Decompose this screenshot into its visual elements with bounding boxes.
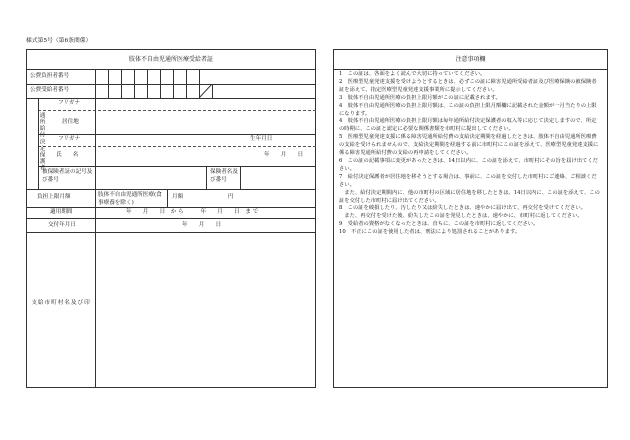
- insured-card-label: 被保険者証の記号及び番号: [42, 169, 93, 183]
- address-label: 居住地: [62, 119, 79, 125]
- rule: [26, 69, 316, 70]
- note-item: 3 肢体不自由児通所医療の負担上限月額がこの証に記載されます。: [339, 94, 501, 101]
- period-label: 適用期間: [50, 209, 73, 215]
- form-number-label: 様式第5号（第6条関係）: [26, 38, 92, 44]
- rule: [206, 166, 207, 189]
- note-item: 4 肢体不自由児通所医療の負担上限月額は、この証の負担上限月額欄に記載された金額が一月当たりの上限になります。: [339, 102, 597, 117]
- birthdate-label: 生年月日: [250, 136, 273, 142]
- note-item: 9 受給者の資格がなくなったときは、直ちに、この証を市町村に返してください。: [339, 221, 539, 228]
- note-item: また、給付決定期間内に、他の市町村の区域に居住地を移したときは、14日以内に、この証を添えて、この証を交付した市町村に届け出てください。: [339, 189, 600, 204]
- rule: [26, 189, 316, 190]
- rule: [38, 166, 316, 167]
- payer-number-label: 公費負担者番号: [30, 73, 70, 79]
- issue-date-label: 交付年月日: [48, 222, 76, 228]
- limit-sub-label: 肢体不自由児通所医療(食事療養を除く): [98, 192, 162, 206]
- limit-label: 負担上限月額: [37, 194, 71, 200]
- left-title: 肢体不自由児通所医療受給者証: [128, 56, 213, 63]
- monthly-label: 月額: [172, 194, 184, 200]
- rule: [38, 134, 316, 135]
- furigana-label-1: フリガナ: [58, 100, 81, 106]
- rule: [167, 189, 168, 207]
- notes-list: [339, 71, 601, 237]
- rule: [240, 166, 241, 189]
- note-item: 1 この証は、各面をよく読んで大切に持っていてください。: [339, 71, 486, 77]
- dashed-rule: [38, 110, 316, 111]
- note-item: 6 この証の記載事項に変更があったときは、14日以内に、この証を添えて、市町村にその旨を届け出てください。: [339, 157, 598, 172]
- insurer-label: 保険者名及び番号: [210, 169, 238, 183]
- note-item: また、再交付を受けた後、紛失したこの証を発見したときは、速やかに、市町村に返してください。: [339, 213, 583, 220]
- rule: [26, 232, 316, 233]
- birthdate-value: 年 月 日: [264, 152, 304, 158]
- right-title: 注意事項欄: [455, 56, 486, 63]
- period-value: 年 月 日 か ら 年 月 日 ま で: [126, 209, 259, 215]
- furigana-label-2: フリガナ: [58, 136, 81, 142]
- note-item: 8 この証を破損したり、汚したり又は紛失したときは、速やかに届け出て、再交付を受けてください。: [339, 205, 586, 212]
- rule: [333, 69, 608, 70]
- name-label: 氏 名: [56, 152, 79, 158]
- rule: [26, 98, 316, 99]
- yen-label: 円: [228, 194, 234, 200]
- guardian-vertical-label: 通所給付決定保護者: [38, 112, 45, 172]
- recipient-number-label: 公費受給者番号: [30, 87, 70, 93]
- note-item: 4 肢体不自由児通所医療の負担上限月額は毎年通所給付決定保護者の収入等に応じて決定しますので、所定の時期に、この証と認定に必要な関係書類を市町村に提出してください。: [339, 118, 597, 133]
- rule: [26, 84, 316, 85]
- municipality-label: 支給市町村名及び印: [31, 300, 91, 306]
- rule: [95, 69, 96, 388]
- note-item: 5 医療型児童発達支援に係る障害児通所給付費の支給決定期間を経過したときは、肢体不自由児通所医療費の支給を受けられませんので、支給決定期間を経過する前に市町村にこの証を添えて、医療型児童発達支援に係る障害児通所給付費の支給の再申請をしてください。: [339, 134, 599, 157]
- dashed-rule: [38, 146, 316, 147]
- note-item: 10 不正にこの証を使用した者は、刑法により処罰されることがあります。: [339, 229, 521, 236]
- issue-date-value: 年 月 日: [182, 222, 222, 228]
- rule: [26, 218, 316, 219]
- rule: [26, 207, 316, 208]
- note-item: 7 給付決定保護者が居住地を移そうとする場合は、事前に、この証を交付した市町村にご連絡、ご相談ください。: [339, 173, 597, 188]
- diagonal-slash: [199, 84, 212, 98]
- note-item: 2 医療型児童発達支援を受けようとするときは、必ずこの証に障害児通所受給者証及び医療保険の被保険者証を添えて、指定医療型児童発達支援事業所に提示してください。: [339, 78, 597, 93]
